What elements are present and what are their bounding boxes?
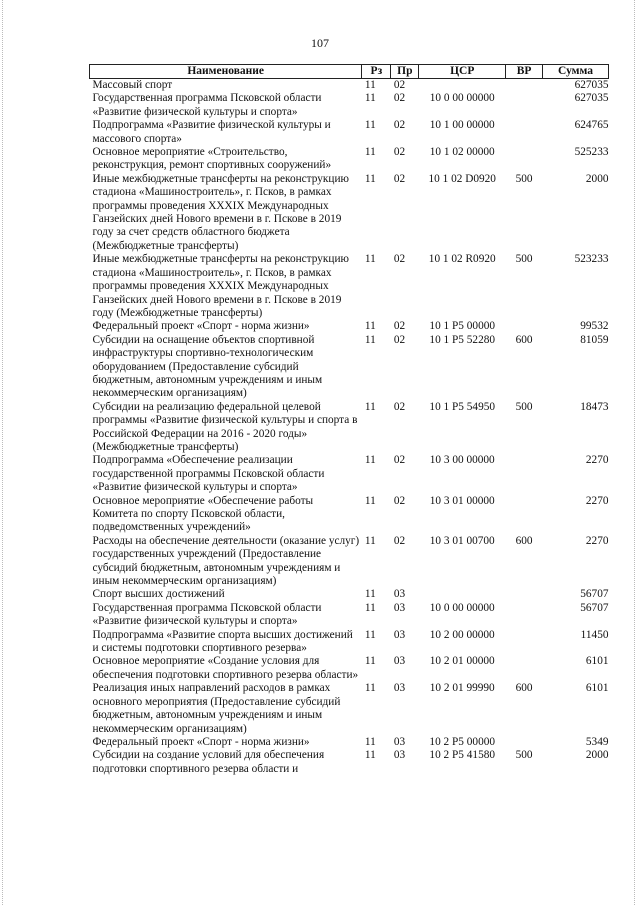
table-row (90, 535, 609, 589)
row-sum: 624765 (574, 119, 609, 132)
row-pr: 02 (393, 320, 406, 333)
row-sum: 2270 (585, 534, 609, 547)
row-csr: 10 1 02 R0920 (428, 253, 496, 266)
row-name: Государственная программа Псковской области «Развитие физической культуры и спорта» (92, 92, 322, 118)
row-name: Иные межбюджетные трансферты на реконструкцию стадиона «Машиностроитель», г. Псков, в рамках программы проведения XXXIX Международных Ганзейских дней Нового времени в г. Пскове в 2019 году (Межбюджетные трансферты) (92, 253, 349, 319)
row-pr: 03 (393, 682, 406, 695)
table-row (90, 454, 609, 494)
table-row (90, 736, 609, 749)
row-csr (419, 588, 506, 601)
table-row (90, 602, 609, 629)
row-name: Основное мероприятие «Строительство, реконструкция, ремонт спортивных сооружений» (92, 146, 332, 172)
row-rz: 11 (364, 735, 376, 748)
row-rz: 11 (364, 628, 376, 641)
row-csr: 10 3 01 00000 (429, 494, 495, 507)
row-pr: 03 (393, 735, 406, 748)
row-vr (506, 588, 543, 601)
row-rz: 11 (364, 601, 376, 614)
table-row (90, 320, 609, 333)
row-rz: 11 (364, 92, 376, 105)
row-name: Реализация иных направлений расходов в рамках основного мероприятия (Предоставление субсидий бюджетным, автономным учреждениям и иным некоммерческим организациям) (92, 682, 341, 735)
row-pr: 02 (393, 534, 406, 547)
row-rz: 11 (364, 400, 376, 413)
row-vr (506, 320, 543, 333)
row-csr: 10 1 02 00000 (429, 146, 495, 159)
row-rz: 11 (364, 333, 376, 346)
scan-edge-left (2, 0, 4, 905)
row-pr: 03 (393, 588, 406, 601)
table-row (90, 253, 609, 320)
row-name: Основное мероприятие «Обеспечение работы Комитета по спорту Псковской области, подведомственных учреждений» (92, 494, 314, 534)
row-rz: 11 (364, 79, 376, 91)
table-row (90, 655, 609, 682)
scan-edge-right (634, 0, 636, 905)
table-row (90, 682, 609, 736)
row-name: Подпрограмма «Развитие спорта высших достижений и системы подготовки спортивного резерва» (92, 628, 353, 655)
row-sum: 99532 (580, 320, 609, 333)
row-vr (506, 454, 543, 494)
row-pr: 02 (393, 253, 406, 266)
row-csr: 10 0 00 00000 (429, 601, 495, 614)
row-vr (506, 79, 543, 93)
row-pr: 02 (393, 146, 406, 159)
row-sum: 56707 (580, 588, 609, 601)
row-csr: 10 2 01 99990 (429, 682, 495, 695)
row-sum: 11450 (580, 628, 609, 641)
row-sum: 525233 (574, 146, 609, 159)
row-csr: 10 2 P5 00000 (429, 735, 496, 748)
row-sum: 6101 (585, 682, 609, 695)
row-vr (506, 655, 543, 682)
row-sum: 627035 (574, 79, 609, 91)
row-name: Субсидии на создание условий для обеспечения подготовки спортивного резерва области и (92, 749, 325, 775)
row-name: Субсидии на реализацию федеральной целевой программы «Развитие физической культуры и спорта в Российской Федерации на 2016 - 2020 годы» (Межбюджетные трансферты) (92, 400, 358, 453)
row-csr: 10 1 P5 52280 (429, 333, 496, 346)
row-name: Подпрограмма «Обеспечение реализации государственной программы Псковской области «Развитие физической культуры и спорта» (92, 454, 325, 494)
row-pr: 02 (393, 400, 406, 413)
row-sum: 5349 (585, 735, 609, 748)
row-vr (506, 146, 543, 173)
row-csr: 10 2 01 00000 (429, 655, 495, 668)
row-name: Расходы на обеспечение деятельности (оказание услуг) государственных учреждений (Предоставление субсидий бюджетным, автономным учреждениям и иным некоммерческим организациям) (92, 534, 360, 588)
header-name: Наименование (90, 65, 362, 79)
row-csr: 10 1 P5 00000 (429, 320, 496, 333)
row-pr: 02 (393, 454, 406, 467)
row-rz: 11 (364, 172, 376, 185)
row-pr: 02 (393, 172, 406, 185)
row-rz: 11 (364, 146, 376, 159)
row-vr: 500 (515, 400, 533, 413)
table-row (90, 629, 609, 656)
row-sum: 2270 (585, 454, 609, 467)
table-row (90, 401, 609, 455)
row-pr: 02 (393, 79, 406, 91)
row-rz: 11 (364, 253, 376, 266)
header-csr: ЦСР (419, 65, 506, 79)
table-row (90, 495, 609, 535)
row-pr: 02 (393, 333, 406, 346)
row-rz: 11 (364, 494, 376, 507)
row-name: Основное мероприятие «Создание условия для обеспечения подготовки спортивного резерва области» (92, 655, 359, 681)
row-vr: 500 (515, 749, 533, 762)
row-sum: 2000 (585, 172, 609, 185)
budget-table (89, 64, 609, 776)
row-vr (506, 736, 543, 749)
table-row (90, 146, 609, 173)
row-rz: 11 (364, 320, 376, 333)
row-name: Подпрограмма «Развитие физической культуры и массового спорта» (92, 119, 331, 145)
row-csr: 10 2 P5 41580 (429, 749, 496, 762)
row-pr: 02 (393, 494, 406, 507)
row-csr: 10 3 01 00700 (429, 534, 495, 547)
row-csr (419, 79, 506, 93)
row-vr (506, 119, 543, 146)
row-vr (506, 602, 543, 629)
row-pr: 03 (393, 628, 406, 641)
table-row (90, 334, 609, 401)
row-rz: 11 (364, 682, 376, 695)
row-name: Федеральный проект «Спорт - норма жизни» (92, 735, 310, 748)
header-sum: Сумма (543, 65, 609, 79)
row-name: Спорт высших достижений (92, 588, 225, 601)
row-pr: 03 (393, 655, 406, 668)
header-pr: Пр (391, 65, 419, 79)
row-pr: 03 (393, 601, 406, 614)
table-row (90, 173, 609, 253)
row-sum: 56707 (580, 601, 609, 614)
row-csr: 10 0 00 00000 (429, 92, 495, 105)
row-pr: 02 (393, 92, 406, 105)
table-row (90, 79, 609, 93)
row-rz: 11 (364, 749, 376, 762)
table-row (90, 588, 609, 601)
row-sum: 6101 (585, 655, 609, 668)
row-name: Массовый спорт (92, 79, 173, 91)
row-vr: 600 (515, 534, 533, 547)
row-name: Субсидии на оснащение объектов спортивной инфраструктуры спортивно-технологическим оборудованием (Предоставление субсидий бюджетным, автономным учреждениям и иным некоммерческим организациям) (92, 333, 323, 400)
table-row (90, 92, 609, 119)
row-rz: 11 (364, 454, 376, 467)
table-row (90, 749, 609, 776)
row-vr: 600 (515, 333, 533, 346)
table-row (90, 119, 609, 146)
row-name: Государственная программа Псковской области «Развитие физической культуры и спорта» (92, 601, 322, 628)
row-csr: 10 1 P5 54950 (429, 400, 496, 413)
row-name: Иные межбюджетные трансферты на реконструкцию стадиона «Машиностроитель», г. Псков, в рамках программы проведения XXXIX Международных Ганзейских дней Нового времени в г. Пскове в 2019 году за счет средств областного бюджета (Межбюджетные трансферты) (92, 172, 349, 252)
row-pr: 02 (393, 119, 406, 132)
row-rz: 11 (364, 655, 376, 668)
row-rz: 11 (364, 588, 376, 601)
row-rz: 11 (364, 119, 376, 132)
row-csr: 10 3 00 00000 (429, 454, 495, 467)
row-name: Федеральный проект «Спорт - норма жизни» (92, 320, 310, 333)
row-pr: 03 (393, 749, 406, 762)
table-header-row (90, 65, 609, 79)
row-rz: 11 (364, 534, 376, 547)
row-vr (506, 92, 543, 119)
row-sum: 81059 (580, 333, 609, 346)
page-number: 107 (311, 36, 329, 50)
row-vr (506, 629, 543, 656)
row-vr: 500 (515, 253, 533, 266)
row-csr: 10 2 00 00000 (429, 628, 495, 641)
row-vr (506, 495, 543, 535)
row-sum: 627035 (574, 92, 609, 105)
row-sum: 18473 (580, 400, 609, 413)
row-vr: 500 (515, 172, 533, 185)
row-sum: 2000 (585, 749, 609, 762)
header-vr: ВР (506, 65, 543, 79)
row-vr: 600 (515, 682, 533, 695)
row-sum: 523233 (574, 253, 609, 266)
row-csr: 10 1 00 00000 (429, 119, 495, 132)
row-sum: 2270 (585, 494, 609, 507)
row-csr: 10 1 02 D0920 (428, 172, 496, 185)
header-rz: Рз (362, 65, 391, 79)
